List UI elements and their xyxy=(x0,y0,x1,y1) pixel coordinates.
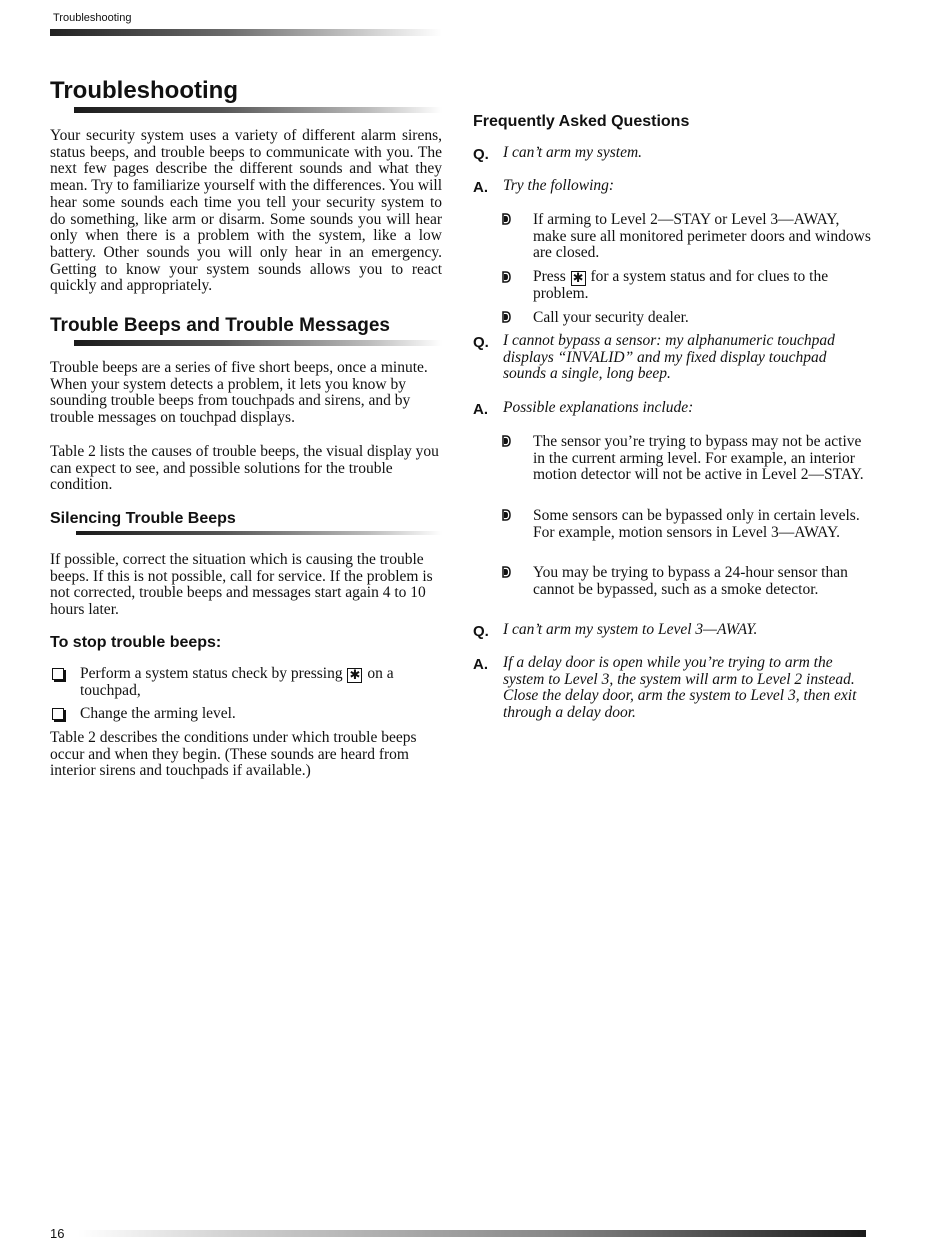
subsection-paragraph: If possible, correct the situation which is causing the trouble beeps. If this is not possible, call for service. If the problem is not corrected, trouble beeps and messages start again 4 to 10 hours later. xyxy=(50,551,433,619)
answer-2-bullet: Some sensors can be bypassed only in certain levels. For example, motion sensors in Level 3—AWAY. xyxy=(533,507,860,541)
checklist-item: Change the arming level. xyxy=(50,706,442,724)
answer-2-bullet: You may be trying to bypass a 24-hour sensor than cannot be bypassed, such as a smoke detector. xyxy=(533,564,848,598)
subsection-rule xyxy=(76,531,442,535)
bullet-arrow-icon xyxy=(502,213,511,225)
answer-1-bullet: Call your security dealer. xyxy=(533,309,689,326)
answer-1-bullet: If arming to Level 2—STAY or Level 3—AWAY, make sure all monitored perimeter doors and windows are closed. xyxy=(533,211,871,262)
question-label: Q. xyxy=(473,146,489,163)
answer-1: Try the following: xyxy=(503,177,615,194)
answer-2: Possible explanations include: xyxy=(503,399,694,416)
faq-title: Frequently Asked Questions xyxy=(473,113,690,130)
running-header: Troubleshooting xyxy=(53,12,132,24)
page-number: 16 xyxy=(50,1226,65,1241)
stop-beeps-heading: To stop trouble beeps: xyxy=(50,634,222,651)
star-key-icon: ✱ xyxy=(571,271,586,286)
intro-paragraph: Your security system uses a variety of different alarm sirens, status beeps, and trouble beeps to communicate with you. The next few pages describe the different sounds and what they mean. Try to familiarize yourself with the differences. You will hear some sounds each time you tell your security system to do something, like arm or disarm. Some sounds you will hear only when there is a problem with the system, like a low battery. Other sounds you will only hear in an emergency. Getting to know your system sounds allows you to react quickly and appropriately. xyxy=(50,127,442,295)
header-rule xyxy=(50,29,442,36)
answer-2-bullet: The sensor you’re trying to bypass may not be active in the current arming level. For example, an interior motion detector will not be active in Level 2—STAY. xyxy=(533,433,864,484)
bullet-arrow-icon xyxy=(502,311,511,323)
star-key-icon: ✱ xyxy=(347,668,362,683)
answer-3: If a delay door is open while you’re trying to arm the system to Level 3, the system will arm to Level 2 instead. Close the delay door, arm the system to Level 3, then exit through a delay door. xyxy=(503,654,857,722)
question-label: Q. xyxy=(473,623,489,640)
answer-1-bullet: Press ✱ for a system status and for clues to the problem. xyxy=(533,268,829,302)
section-paragraph-2: Table 2 lists the causes of trouble beeps, the visual display you can expect to see, and possible solutions for the trouble condition. xyxy=(50,443,439,494)
page-title: Troubleshooting xyxy=(50,77,238,104)
bullet-arrow-icon xyxy=(502,566,511,578)
section-paragraph-1: Trouble beeps are a series of five short beeps, once a minute. When your system detects a problem, it lets you know by sounding trouble beeps from touchpads and sirens, and by trouble messages on touchpad displays. xyxy=(50,359,428,427)
answer-label: A. xyxy=(473,401,488,418)
question-3: I can’t arm my system to Level 3—AWAY. xyxy=(503,621,758,638)
checkbox-icon xyxy=(52,668,64,680)
subsection-title: Silencing Trouble Beeps xyxy=(50,510,236,527)
section-title: Trouble Beeps and Trouble Messages xyxy=(50,315,390,336)
title-rule xyxy=(74,107,442,113)
answer-label: A. xyxy=(473,656,488,673)
answer-label: A. xyxy=(473,179,488,196)
question-2: I cannot bypass a sensor: my alphanumeric touchpad displays “INVALID” and my fixed display touchpad sounds a single, long beep. xyxy=(503,332,835,383)
question-label: Q. xyxy=(473,334,489,351)
bullet-arrow-icon xyxy=(502,271,511,283)
checkbox-icon xyxy=(52,708,64,720)
section-rule xyxy=(74,340,442,346)
bullet-arrow-icon xyxy=(502,435,511,447)
footer-rule xyxy=(78,1230,866,1237)
closing-paragraph: Table 2 describes the conditions under which trouble beeps occur and when they begin. (These sounds are heard from interior sirens and touchpads if available.) xyxy=(50,729,417,780)
checklist-item: Perform a system status check by pressing ✱ on a touchpad, xyxy=(50,666,442,702)
bullet-arrow-icon xyxy=(502,509,511,521)
question-1: I can’t arm my system. xyxy=(503,144,643,161)
